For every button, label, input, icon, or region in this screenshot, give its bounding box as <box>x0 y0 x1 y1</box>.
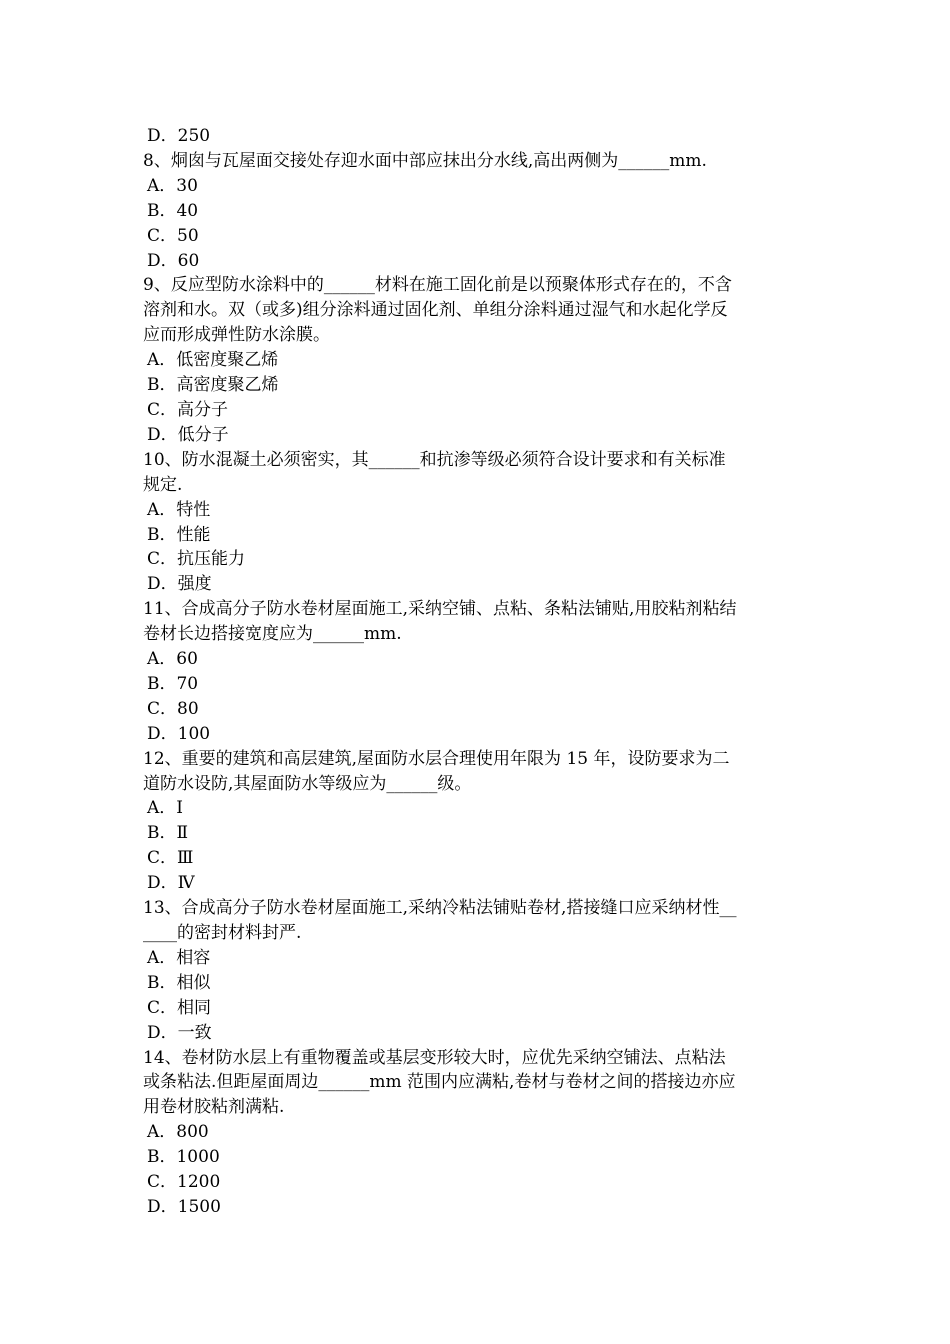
answer-option: D．100 <box>147 723 211 744</box>
answer-option: B．性能 <box>147 524 211 545</box>
question-text-line: 13、合成高分子防水卷材屋面施工,采纳冷粘法铺贴卷材,搭接缝口应采纳材性__ <box>143 898 737 919</box>
document-body <box>143 124 809 1220</box>
answer-option: C．80 <box>147 698 199 719</box>
question-text-line: 14、卷材防水层上有重物覆盖或基层变形较大时，应优先采纳空铺法、点粘法 <box>143 1047 726 1068</box>
answer-option: D．一致 <box>147 1022 212 1043</box>
answer-option: B．Ⅱ <box>147 823 189 844</box>
answer-option: A．低密度聚乙烯 <box>147 350 279 371</box>
question-block <box>143 149 809 274</box>
answer-option: D．强度 <box>147 574 212 595</box>
answer-option: A．特性 <box>147 499 211 520</box>
question-block <box>143 747 809 896</box>
answer-option: C．Ⅲ <box>147 848 194 869</box>
question-text-line: 用卷材胶粘剂满粘. <box>143 1097 285 1118</box>
answer-option: B．高密度聚乙烯 <box>147 375 279 396</box>
answer-option: A．Ⅰ <box>147 798 183 819</box>
answer-option: B．相似 <box>147 972 211 993</box>
answer-option: A．800 <box>147 1122 209 1143</box>
question-block <box>143 896 809 1045</box>
question-block <box>143 597 809 746</box>
answer-option: A．相容 <box>147 947 211 968</box>
answer-option: D．低分子 <box>147 424 229 445</box>
question-block <box>143 1046 809 1220</box>
question-text-line: 8、烔囱与瓦屋面交接处存迎水面中部应抹出分水线,高出两侧为______mm. <box>143 150 707 171</box>
answer-option: C．50 <box>147 225 199 246</box>
answer-option: C．相同 <box>147 997 212 1018</box>
answer-option: C．高分子 <box>147 399 229 420</box>
answer-option: D．1500 <box>147 1196 221 1217</box>
answer-option: D．Ⅳ <box>147 873 195 894</box>
question-text-line: 溶剂和水。双（或多)组分涂料通过固化剂、单组分涂料通过湿气和水起化学反 <box>143 300 728 321</box>
answer-option: A．30 <box>147 175 198 196</box>
question-text-line: 卷材长边搭接宽度应为______mm. <box>143 624 402 645</box>
question-block <box>143 448 809 597</box>
question-list <box>143 149 809 1220</box>
question-text-line: 12、重要的建筑和高层建筑,屋面防水层合理使用年限为 15 年，设防要求为二 <box>143 748 730 769</box>
question-text-line: ____的密封材料封严. <box>143 923 302 943</box>
question-text-line: 应而形成弹性防水涂膜。 <box>143 325 330 346</box>
question-block <box>143 273 809 447</box>
answer-option: A．60 <box>147 649 198 670</box>
answer-option: B．70 <box>147 673 199 694</box>
question-text-line: 10、防水混凝土必须密实，其______和抗渗等级必须符合设计要求和有关标准 <box>143 449 726 470</box>
question-text-line: 9、反应型防水涂料中的______材料在施工固化前是以预聚体形式存在的，不含 <box>143 275 732 296</box>
answer-option: C．1200 <box>147 1172 221 1193</box>
answer-option: D．250 <box>147 126 211 146</box>
answer-option: B．40 <box>147 200 199 221</box>
answer-option: D．60 <box>147 250 200 271</box>
previous-question-tail <box>143 124 809 149</box>
answer-option: B．1000 <box>147 1147 220 1168</box>
question-text-line: 或条粘法.但距屋面周边______mm 范围内应满粘,卷材与卷材之间的搭接边亦应 <box>143 1072 736 1093</box>
answer-option: C．抗压能力 <box>147 549 246 570</box>
question-text-line: 规定. <box>143 474 183 495</box>
question-text-line: 11、合成高分子防水卷材屋面施工,采纳空铺、点粘、条粘法铺贴,用胶粘剂粘结 <box>143 599 737 620</box>
question-text-line: 道防水设防,其屋面防水等级应为______级。 <box>143 773 472 794</box>
